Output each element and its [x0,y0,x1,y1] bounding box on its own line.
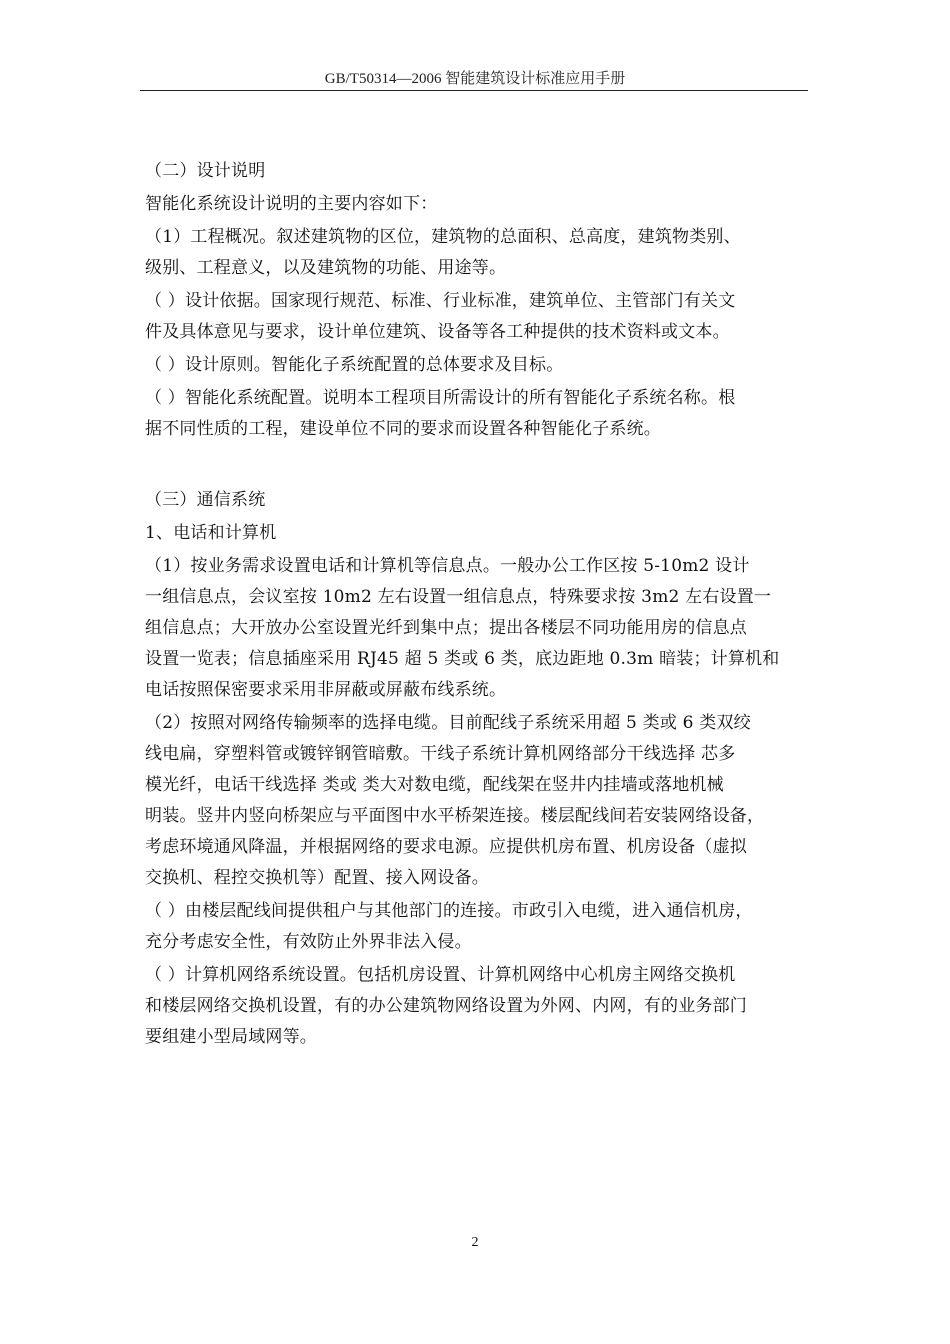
section-2-item-3: （ ）设计原则。智能化子系统配置的总体要求及目标。 [145,355,564,375]
section-2-item-1: （1）工程概况。叙述建筑物的区位，建筑物的总面积、总高度，建筑物类别、 级别、工程意义，以及建筑物的功能、用途等。 [145,227,741,278]
section-2-heading: （二）设计说明 [145,161,266,181]
header-rule [140,90,808,91]
section-2-intro: 智能化系统设计说明的主要内容如下： [145,194,438,214]
section-3-item-1: （1）按业务需求设置电话和计算机等信息点。一般办公工作区按 5-10m2 设计 一组信息点，会议室按 10m2 左右设置一组信息点，特殊要求按 3m2 左右设置一 组信息点；大开放办公室设置光纤到集中点；提出各楼层不同功能用房的信息点 设置一览表；信息插座采用 RJ45 超 5 类或 6 类，底边距地 0.3m 暗装；计算机和 电话按照保密要求采用非屏蔽或屏蔽布线系统。 [145,556,780,700]
page-header-title: GB/T50314—2006 智能建筑设计标准应用手册 [324,71,626,87]
section-3-item-4: （ ）计算机网络系统设置。包括机房设置、计算机网络中心机房主网络交换机 和楼层网络交换机设置，有的办公建筑物网络设置为外网、内网，有的业务部门 要组建小型局域网等。 [145,965,747,1047]
section-2-item-2: （ ）设计依据。国家现行规范、标准、行业标准，建筑单位、主管部门有关文 件及具体意见与要求，设计单位建筑、设备等各工种提供的技术资料或文本。 [145,291,736,342]
section-3-item-2: （2）按照对网络传输频率的选择电缆。目前配线子系统采用超 5 类或 6 类双绞 线电扁，穿塑料管或镀锌钢管暗敷。干线子系统计算机网络部分干线选择 芯多 模光纤，电话干线选择 类或 类大对数电缆，配线架在竖井内挂墙或落地机械 明装。竖井内竖向桥架应与平面图中水平桥架连接。楼层配线间若安装网络设备， 考虑环境通风降温，并根据网络的要求电源。应提供机房布置、机房设备（虚拟 交换机、程控交换机等）配置、接入网设备。 [145,713,765,888]
section-3-item-3: （ ）由楼层配线间提供租户与其他部门的连接。市政引入电缆，进入通信机房， 充分考虑安全性，有效防止外界非法入侵。 [145,901,753,952]
page-number: 2 [471,1235,479,1250]
section-3-heading: （三）通信系统 [145,490,266,510]
section-3-subheading: 1、电话和计算机 [145,523,277,543]
document-body [145,156,810,1053]
section-2-item-4: （ ）智能化系统配置。说明本工程项目所需设计的所有智能化子系统名称。根 据不同性质的工程，建设单位不同的要求而设置各种智能化子系统。 [145,388,736,439]
